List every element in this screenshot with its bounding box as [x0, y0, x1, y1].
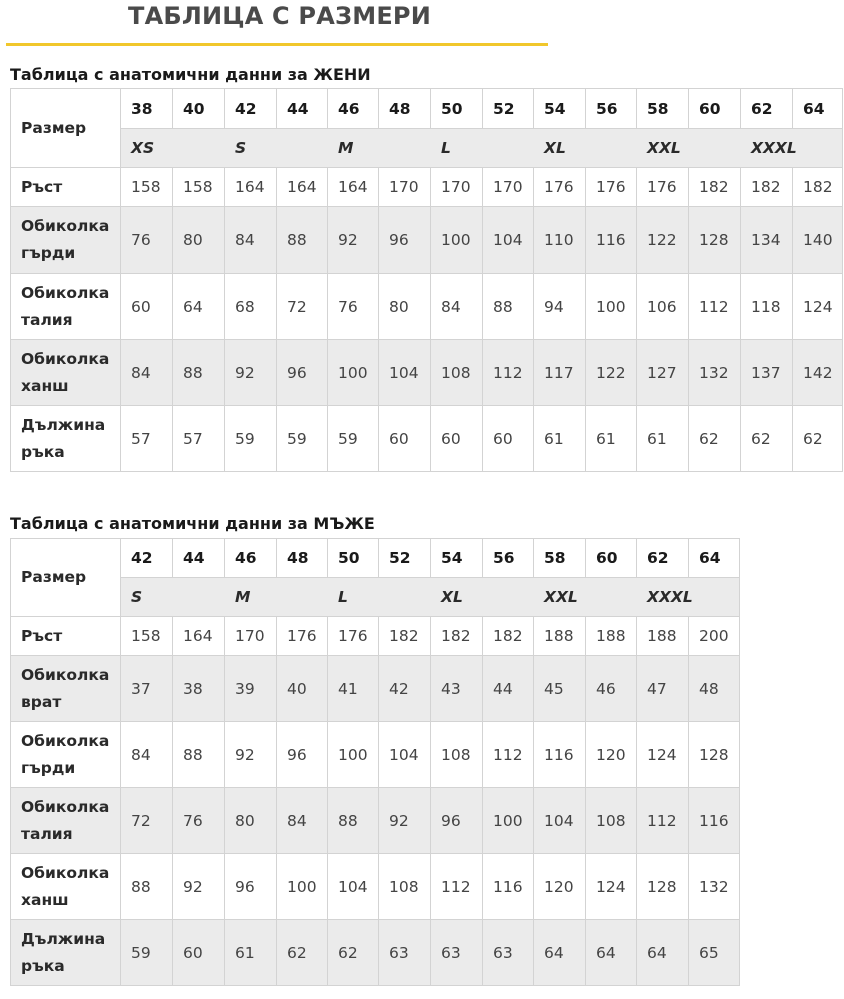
table-cell: 176 [328, 617, 379, 656]
table-cell: 100 [431, 207, 483, 274]
table-cell: 43 [431, 656, 483, 722]
table-cell: 64 [534, 920, 586, 986]
table-cell: 188 [586, 617, 637, 656]
men-size-letter: L [328, 578, 431, 617]
table-cell: 128 [689, 722, 740, 788]
table-cell: 64 [637, 920, 689, 986]
women-size-number: 54 [534, 89, 586, 129]
table-cell: 60 [431, 406, 483, 472]
women-size-number: 38 [121, 89, 173, 129]
table-cell: 62 [793, 406, 843, 472]
table-cell: 182 [741, 168, 793, 207]
table-cell: 84 [225, 207, 277, 274]
table-cell: 84 [121, 340, 173, 406]
table-cell: 96 [277, 340, 328, 406]
row-label: Дължина ръка [11, 406, 121, 472]
table-cell: 124 [793, 274, 843, 340]
table-cell: 44 [483, 656, 534, 722]
table-cell: 132 [689, 340, 741, 406]
men-size-number: 46 [225, 539, 277, 578]
women-size-number: 64 [793, 89, 843, 129]
table-cell: 100 [328, 340, 379, 406]
men-size-number: 48 [277, 539, 328, 578]
table-cell: 68 [225, 274, 277, 340]
table-cell: 63 [379, 920, 431, 986]
men-size-label: Размер [11, 539, 121, 617]
men-waist-row [11, 788, 740, 854]
table-cell: 110 [534, 207, 586, 274]
row-label: Обиколка гърди [11, 722, 121, 788]
table-cell: 128 [637, 854, 689, 920]
men-height-row [11, 617, 740, 656]
table-cell: 104 [379, 722, 431, 788]
men-size-number: 60 [586, 539, 637, 578]
table-cell: 176 [277, 617, 328, 656]
table-cell: 132 [689, 854, 740, 920]
men-size-number: 58 [534, 539, 586, 578]
table-cell: 170 [225, 617, 277, 656]
table-cell: 96 [277, 722, 328, 788]
table-cell: 61 [586, 406, 637, 472]
table-cell: 122 [586, 340, 637, 406]
table-cell: 116 [689, 788, 740, 854]
table-cell: 48 [689, 656, 740, 722]
row-label: Ръст [11, 168, 121, 207]
table-cell: 158 [173, 168, 225, 207]
table-cell: 84 [431, 274, 483, 340]
table-cell: 108 [431, 722, 483, 788]
table-cell: 59 [328, 406, 379, 472]
women-size-number: 48 [379, 89, 431, 129]
table-cell: 104 [328, 854, 379, 920]
row-label: Обиколка гърди [11, 207, 121, 274]
table-cell: 170 [379, 168, 431, 207]
table-cell: 65 [689, 920, 740, 986]
row-label: Обиколка ханш [11, 854, 121, 920]
men-arm-row [11, 920, 740, 986]
table-cell: 96 [225, 854, 277, 920]
women-size-letter: S [225, 129, 328, 168]
table-cell: 62 [277, 920, 328, 986]
table-cell: 188 [534, 617, 586, 656]
table-cell: 88 [121, 854, 173, 920]
men-size-number: 44 [173, 539, 225, 578]
women-size-letter: M [328, 129, 431, 168]
table-cell: 182 [793, 168, 843, 207]
row-label: Обиколка ханш [11, 340, 121, 406]
men-size-table [10, 538, 740, 986]
table-cell: 62 [741, 406, 793, 472]
table-cell: 116 [586, 207, 637, 274]
table-cell: 92 [225, 722, 277, 788]
men-table-heading: Таблица с анатомични данни за МЪЖЕ [10, 514, 375, 533]
men-size-letter: XL [431, 578, 534, 617]
men-size-letter: XXL [534, 578, 637, 617]
table-cell: 116 [534, 722, 586, 788]
women-size-number: 44 [277, 89, 328, 129]
table-cell: 59 [121, 920, 173, 986]
table-cell: 134 [741, 207, 793, 274]
women-arm-row [11, 406, 843, 472]
table-cell: 60 [483, 406, 534, 472]
table-cell: 118 [741, 274, 793, 340]
table-cell: 59 [225, 406, 277, 472]
table-cell: 164 [277, 168, 328, 207]
women-size-number: 60 [689, 89, 741, 129]
table-cell: 108 [431, 340, 483, 406]
table-cell: 94 [534, 274, 586, 340]
table-cell: 182 [689, 168, 741, 207]
table-cell: 62 [328, 920, 379, 986]
table-cell: 64 [173, 274, 225, 340]
table-cell: 112 [483, 722, 534, 788]
row-label: Обиколка талия [11, 788, 121, 854]
table-cell: 182 [483, 617, 534, 656]
women-size-number: 42 [225, 89, 277, 129]
table-cell: 140 [793, 207, 843, 274]
table-cell: 124 [586, 854, 637, 920]
table-cell: 112 [483, 340, 534, 406]
table-cell: 61 [225, 920, 277, 986]
table-cell: 104 [483, 207, 534, 274]
table-cell: 112 [431, 854, 483, 920]
table-cell: 104 [534, 788, 586, 854]
table-cell: 176 [586, 168, 637, 207]
women-size-label: Размер [11, 89, 121, 168]
table-cell: 72 [277, 274, 328, 340]
women-waist-row [11, 274, 843, 340]
table-cell: 116 [483, 854, 534, 920]
women-size-letter: L [431, 129, 534, 168]
women-size-letter: XXXL [741, 129, 843, 168]
men-hip-row [11, 854, 740, 920]
women-size-number: 40 [173, 89, 225, 129]
men-size-letter-row [11, 578, 740, 617]
row-label: Обиколка талия [11, 274, 121, 340]
table-cell: 164 [328, 168, 379, 207]
table-cell: 92 [173, 854, 225, 920]
table-cell: 64 [586, 920, 637, 986]
table-cell: 47 [637, 656, 689, 722]
table-cell: 100 [483, 788, 534, 854]
table-cell: 100 [586, 274, 637, 340]
table-cell: 92 [225, 340, 277, 406]
title-underline [6, 43, 548, 46]
men-size-number: 52 [379, 539, 431, 578]
women-size-number: 52 [483, 89, 534, 129]
table-cell: 88 [483, 274, 534, 340]
men-size-number: 50 [328, 539, 379, 578]
women-size-table [10, 88, 843, 472]
table-cell: 61 [534, 406, 586, 472]
table-cell: 122 [637, 207, 689, 274]
table-cell: 88 [173, 722, 225, 788]
women-size-number: 58 [637, 89, 689, 129]
table-cell: 84 [277, 788, 328, 854]
table-cell: 112 [637, 788, 689, 854]
table-cell: 158 [121, 617, 173, 656]
table-cell: 80 [173, 207, 225, 274]
table-cell: 120 [534, 854, 586, 920]
table-cell: 60 [379, 406, 431, 472]
table-cell: 88 [277, 207, 328, 274]
table-cell: 108 [586, 788, 637, 854]
table-cell: 41 [328, 656, 379, 722]
row-label: Обиколка врат [11, 656, 121, 722]
table-cell: 142 [793, 340, 843, 406]
women-size-letter: XS [121, 129, 225, 168]
table-cell: 76 [121, 207, 173, 274]
men-size-number: 42 [121, 539, 173, 578]
men-size-number: 56 [483, 539, 534, 578]
women-chest-row [11, 207, 843, 274]
table-cell: 40 [277, 656, 328, 722]
table-cell: 92 [328, 207, 379, 274]
table-cell: 182 [431, 617, 483, 656]
table-cell: 200 [689, 617, 740, 656]
women-hip-row [11, 340, 843, 406]
table-cell: 88 [328, 788, 379, 854]
table-cell: 104 [379, 340, 431, 406]
table-cell: 96 [431, 788, 483, 854]
table-cell: 96 [379, 207, 431, 274]
table-cell: 124 [637, 722, 689, 788]
table-cell: 176 [534, 168, 586, 207]
men-size-letter: XXXL [637, 578, 740, 617]
table-cell: 38 [173, 656, 225, 722]
table-cell: 46 [586, 656, 637, 722]
men-chest-row [11, 722, 740, 788]
women-size-letter-row [11, 129, 843, 168]
table-cell: 63 [431, 920, 483, 986]
row-label: Ръст [11, 617, 121, 656]
row-label: Дължина ръка [11, 920, 121, 986]
table-cell: 158 [121, 168, 173, 207]
table-cell: 80 [225, 788, 277, 854]
men-neck-row [11, 656, 740, 722]
table-cell: 137 [741, 340, 793, 406]
table-cell: 170 [483, 168, 534, 207]
table-cell: 84 [121, 722, 173, 788]
table-cell: 61 [637, 406, 689, 472]
table-cell: 128 [689, 207, 741, 274]
table-cell: 112 [689, 274, 741, 340]
table-cell: 76 [173, 788, 225, 854]
table-cell: 59 [277, 406, 328, 472]
table-cell: 164 [173, 617, 225, 656]
table-cell: 45 [534, 656, 586, 722]
women-size-letter: XL [534, 129, 637, 168]
table-cell: 76 [328, 274, 379, 340]
men-size-number: 54 [431, 539, 483, 578]
men-size-number-row [11, 539, 740, 578]
table-cell: 37 [121, 656, 173, 722]
table-cell: 117 [534, 340, 586, 406]
table-cell: 120 [586, 722, 637, 788]
men-size-number: 62 [637, 539, 689, 578]
women-size-letter: XXL [637, 129, 741, 168]
women-size-number: 56 [586, 89, 637, 129]
men-size-letter: S [121, 578, 225, 617]
men-size-number: 64 [689, 539, 740, 578]
women-size-number-row [11, 89, 843, 129]
men-size-letter: M [225, 578, 328, 617]
table-cell: 88 [173, 340, 225, 406]
table-cell: 62 [689, 406, 741, 472]
table-cell: 127 [637, 340, 689, 406]
women-height-row [11, 168, 843, 207]
women-size-number: 50 [431, 89, 483, 129]
table-cell: 106 [637, 274, 689, 340]
table-cell: 42 [379, 656, 431, 722]
table-cell: 63 [483, 920, 534, 986]
table-cell: 39 [225, 656, 277, 722]
table-cell: 100 [328, 722, 379, 788]
women-size-number: 46 [328, 89, 379, 129]
table-cell: 108 [379, 854, 431, 920]
table-cell: 72 [121, 788, 173, 854]
table-cell: 164 [225, 168, 277, 207]
table-cell: 100 [277, 854, 328, 920]
table-cell: 176 [637, 168, 689, 207]
table-cell: 80 [379, 274, 431, 340]
table-cell: 188 [637, 617, 689, 656]
table-cell: 57 [121, 406, 173, 472]
table-cell: 170 [431, 168, 483, 207]
page-title: ТАБЛИЦА С РАЗМЕРИ [128, 2, 431, 30]
women-table-heading: Таблица с анатомични данни за ЖЕНИ [10, 65, 371, 84]
table-cell: 60 [121, 274, 173, 340]
table-cell: 57 [173, 406, 225, 472]
table-cell: 182 [379, 617, 431, 656]
table-cell: 92 [379, 788, 431, 854]
women-size-number: 62 [741, 89, 793, 129]
table-cell: 60 [173, 920, 225, 986]
